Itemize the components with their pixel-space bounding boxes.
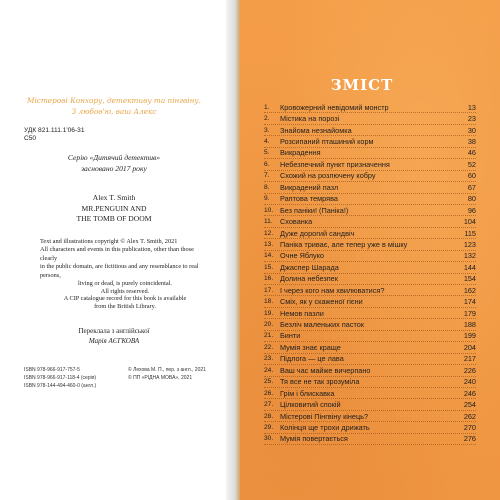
contents-row <box>264 354 476 365</box>
chapter-number: 1. <box>264 103 270 111</box>
contents-row <box>264 285 476 296</box>
chapter-number: 13. <box>264 240 274 248</box>
chapter-number: 11. <box>264 218 273 226</box>
chapter-number: 19. <box>264 309 274 317</box>
contents-row <box>264 251 476 262</box>
chapter-title: Паніка триває, але тепер уже в мішку <box>280 239 408 249</box>
chapter-page-number: 67 <box>467 182 476 192</box>
chapter-page-number: 144 <box>463 262 476 272</box>
chapter-number: 30. <box>264 435 274 443</box>
original-title-block <box>0 193 228 224</box>
copyright-line: Text and illustrations copyright © Alex T. Smith, 2021 <box>40 238 178 245</box>
chapter-number: 6. <box>264 160 270 168</box>
chapter-number: 14. <box>264 252 274 260</box>
chapter-page-number: 60 <box>467 171 476 181</box>
isbn-line: ISBN 978-144-494-460-0 (англ.) <box>24 383 97 390</box>
chapter-page-number: 115 <box>464 228 476 238</box>
dedication-line: З любов'ю, ваш Алекс <box>71 106 157 116</box>
udk-block <box>24 127 85 144</box>
chapter-number: 3. <box>264 126 270 134</box>
copyright-line: in the public domain, are fictitious and any resemblance to real persons, <box>40 263 199 279</box>
chapter-number: 9. <box>264 195 270 203</box>
chapter-title: Бинти <box>280 331 301 341</box>
chapter-title: Долина небезпек <box>280 274 338 284</box>
chapter-page-number: 96 <box>467 205 476 215</box>
contents-row <box>264 434 476 445</box>
translator-credit <box>0 327 228 346</box>
chapter-title: Підлога — це лава <box>280 354 344 364</box>
chapter-title: Знайома незнайомка <box>280 125 352 135</box>
chapter-page-number: 188 <box>463 320 476 330</box>
chapter-page-number: 240 <box>463 377 476 387</box>
contents-row <box>264 331 476 342</box>
author-mark: С50 <box>24 135 37 143</box>
rights-line: © ПП «РІДНА МОВА», 2021 <box>128 375 193 382</box>
contents-row <box>264 365 476 376</box>
chapter-page-number: 270 <box>463 422 476 432</box>
chapter-page-number: 199 <box>463 331 476 341</box>
cip-line: A CIP catalogue record for this book is available <box>63 295 187 302</box>
translator-name: Марія АЄГКОВА <box>88 336 140 345</box>
chapter-number: 22. <box>264 343 274 351</box>
chapter-page-number: 226 <box>463 365 476 375</box>
chapter-page-number: 276 <box>463 434 476 444</box>
contents-row <box>264 411 476 422</box>
chapter-title: Небезпечний пункт призначення <box>280 159 390 169</box>
contents-page <box>240 0 500 500</box>
chapter-title: Грім і блискавка <box>280 388 335 398</box>
contents-row <box>264 182 476 193</box>
chapter-page-number: 38 <box>467 137 476 147</box>
chapter-page-number: 154 <box>463 274 476 284</box>
chapter-page-number: 23 <box>467 114 476 124</box>
chapter-title: Викрадений пазл <box>280 182 339 192</box>
udk-code: УДК 821.111.1'06-31 <box>24 127 85 134</box>
contents-row <box>264 319 476 330</box>
dedication-line: Містерові Конхору, детективу та пінгвіну. <box>26 96 201 105</box>
chapter-number: 16. <box>264 275 274 283</box>
contents-row <box>264 228 476 239</box>
chapter-page-number: 80 <box>467 194 476 204</box>
chapter-page-number: 162 <box>463 285 476 295</box>
chapter-number: 23. <box>264 355 274 363</box>
author-name: Alex T. Smith <box>92 193 136 202</box>
copyright-line: All rights reserved. <box>100 288 150 296</box>
chapter-title: Дуже дорогий сандвіч <box>280 228 355 238</box>
contents-row <box>264 148 476 159</box>
contents-row <box>264 388 476 399</box>
chapter-page-number: 52 <box>467 159 476 169</box>
rights-block <box>128 366 206 382</box>
chapter-number: 7. <box>264 172 270 180</box>
isbn-block <box>24 366 96 391</box>
chapter-title: Без паніки! (Паніка!) <box>280 205 349 215</box>
chapter-title: Містика на порозі <box>280 114 340 124</box>
chapter-number: 8. <box>264 183 270 191</box>
cip-record <box>40 295 210 312</box>
chapter-title: Ваш час майже вичерпано <box>280 365 371 375</box>
original-title-line: MR.PENGUIN AND <box>81 204 147 213</box>
contents-row <box>264 125 476 136</box>
contents-row <box>264 308 476 319</box>
copyright-line: All characters and events in this publication, other than those clearly <box>40 246 194 262</box>
chapter-number: 27. <box>264 401 274 409</box>
chapter-number: 15. <box>264 263 274 271</box>
chapter-title: Тя все не так зрозуміла <box>280 377 360 387</box>
chapter-title: Безліч маленьких пасток <box>280 320 364 330</box>
isbn-line: ISBN 978-966-917-757-5 <box>24 367 80 373</box>
chapter-title: Джаспер Шарада <box>280 262 339 272</box>
chapter-number: 10. <box>264 206 274 214</box>
chapter-number: 26. <box>264 389 274 397</box>
contents-row <box>264 342 476 353</box>
chapter-page-number: 174 <box>463 297 476 307</box>
chapter-title: Немов пазли <box>280 308 324 318</box>
contents-row <box>264 194 476 205</box>
chapter-page-number: 30 <box>467 125 476 135</box>
original-title-line: THE TOMB OF DOOM <box>76 214 152 223</box>
chapter-title: Мумія знає краще <box>280 342 341 352</box>
chapter-page-number: 246 <box>463 388 476 398</box>
chapter-page-number: 46 <box>467 148 476 158</box>
chapter-title: Схованка <box>280 217 313 227</box>
contents-row <box>264 216 476 227</box>
contents-row <box>264 113 476 124</box>
cip-line: from the British Library. <box>94 303 156 311</box>
chapter-number: 25. <box>264 378 274 386</box>
contents-row <box>264 136 476 147</box>
chapter-number: 24. <box>264 366 274 374</box>
chapter-title: Містерові Пінгвіну кінець? <box>280 411 369 421</box>
contents-row <box>264 171 476 182</box>
chapter-title: Розсипаний пташиний корм <box>280 137 374 147</box>
chapter-title: Колінця ще трохи дрижать <box>280 422 370 432</box>
chapter-number: 2. <box>264 115 270 123</box>
contents-row <box>264 399 476 410</box>
chapter-page-number: 13 <box>467 102 476 112</box>
chapter-page-number: 254 <box>463 400 476 410</box>
chapter-number: 12. <box>264 229 274 237</box>
series-line: Серію «Дитячий детектив» <box>67 153 161 162</box>
chapter-number: 5. <box>264 149 270 157</box>
chapter-number: 29. <box>264 423 274 431</box>
contents-row <box>264 205 476 216</box>
isbn-line: ISBN 978-966-917-118-4 (серія) <box>24 375 97 382</box>
contents-row <box>264 102 476 113</box>
rights-line: © Лехова М. П., пер. з англ., 2021 <box>128 367 206 373</box>
chapter-title: Схожий на розлючену кобру <box>280 171 376 181</box>
contents-list <box>264 102 476 445</box>
chapter-number: 20. <box>264 321 274 329</box>
chapter-title: Сміх, як у скаженої гієни <box>280 297 363 307</box>
series-note <box>0 153 228 174</box>
chapter-page-number: 123 <box>463 239 476 249</box>
chapter-page-number: 179 <box>463 308 476 318</box>
contents-row <box>264 274 476 285</box>
chapter-title: Цілковитий спокій <box>280 400 341 410</box>
chapter-number: 28. <box>264 412 274 420</box>
chapter-title: Очне Яблуко <box>280 251 324 261</box>
copyright-notice <box>40 238 210 297</box>
chapter-number: 18. <box>264 298 274 306</box>
chapter-page-number: 217 <box>463 354 476 364</box>
contents-row <box>264 159 476 170</box>
dedication <box>0 96 228 117</box>
contents-row <box>264 377 476 388</box>
contents-heading: ЗМІСТ <box>330 76 394 94</box>
chapter-title: Викрадення <box>280 148 321 158</box>
copyright-line: living or dead, is purely coincidental. <box>78 280 172 288</box>
chapter-title: Кровожерний невідомий монстр <box>280 102 389 112</box>
chapter-number: 21. <box>264 332 274 340</box>
contents-row <box>264 296 476 307</box>
chapter-page-number: 104 <box>463 217 476 227</box>
series-line: засновано 2017 року <box>81 163 147 173</box>
chapter-page-number: 262 <box>463 411 476 421</box>
chapter-page-number: 132 <box>463 251 476 261</box>
imprint-page <box>0 0 228 500</box>
chapter-title: Мумія повертається <box>280 434 348 444</box>
chapter-title: І через кого нам хвилюватися? <box>280 285 385 295</box>
contents-row <box>264 262 476 273</box>
contents-row <box>264 239 476 250</box>
chapter-title: Раптова темрява <box>280 194 338 204</box>
chapter-number: 4. <box>264 138 270 146</box>
chapter-page-number: 204 <box>463 342 476 352</box>
contents-row <box>264 422 476 433</box>
translator-line: Переклала з англійської <box>78 327 150 335</box>
chapter-number: 17. <box>264 286 274 294</box>
